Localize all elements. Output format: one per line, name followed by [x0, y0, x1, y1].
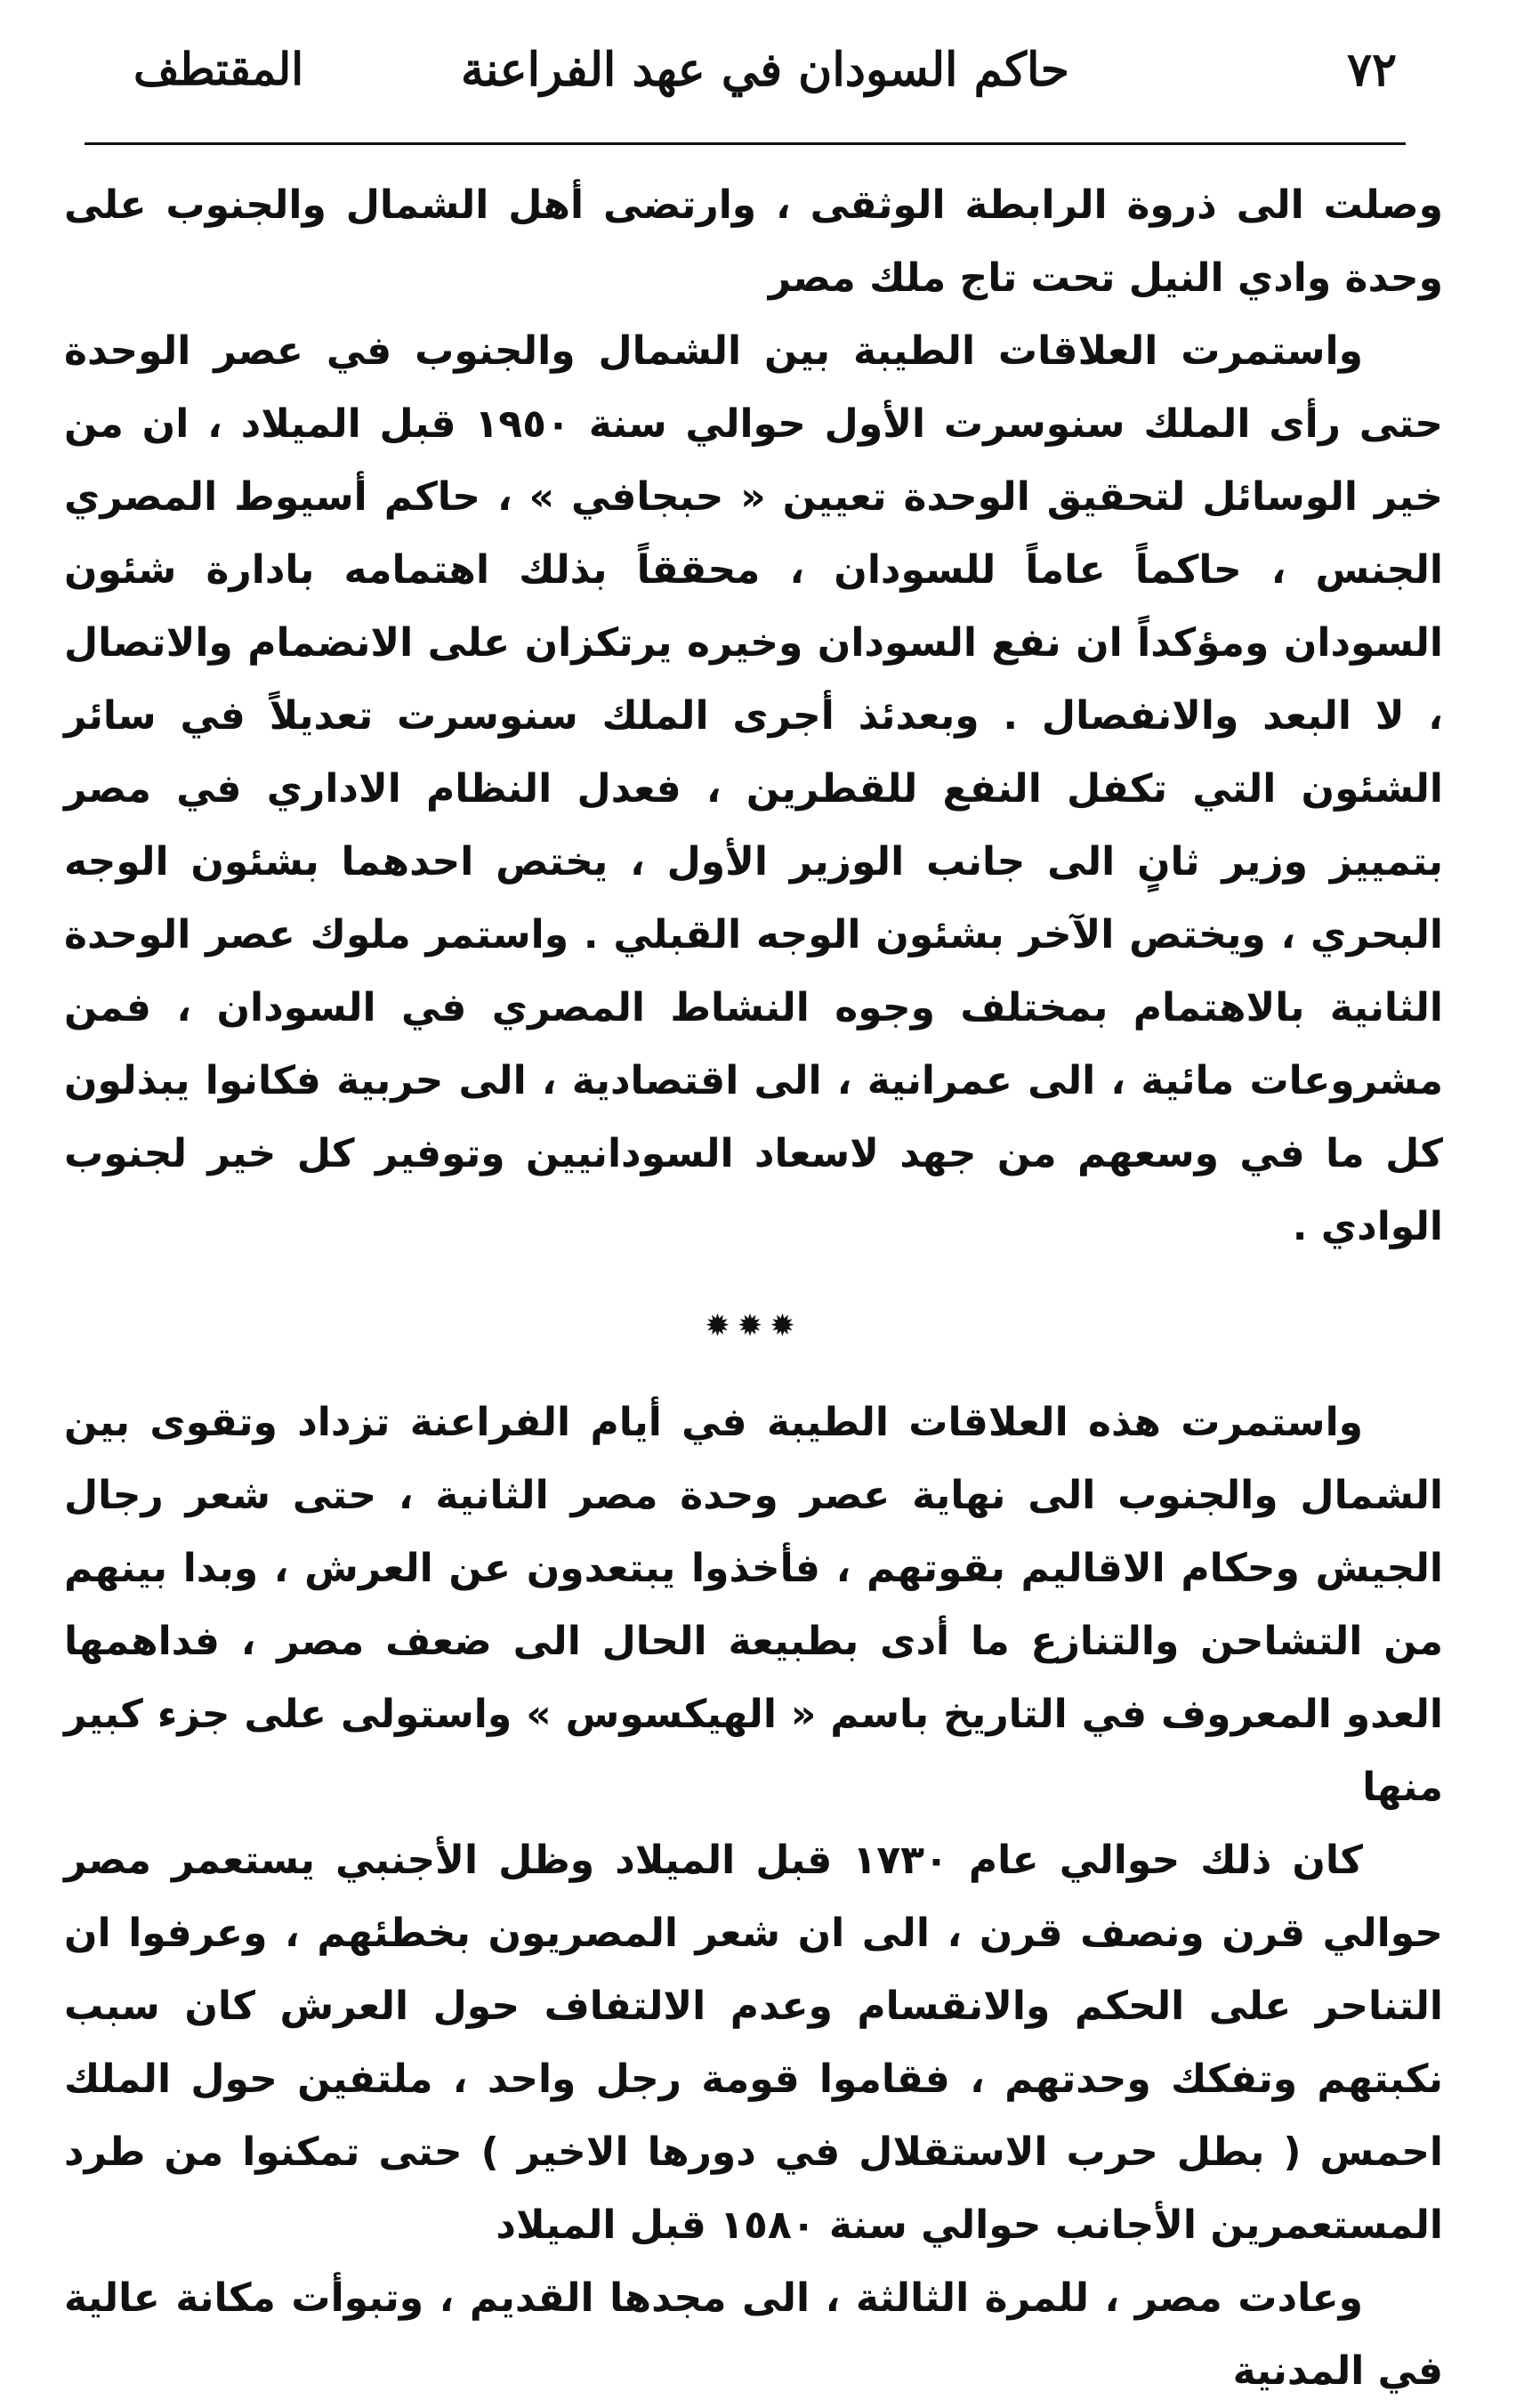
- page-number: ٧٢: [1347, 43, 1397, 97]
- journal-name: المقتطف: [133, 43, 304, 95]
- running-header: [133, 43, 1397, 123]
- article-body: [64, 169, 1443, 2408]
- paragraph: واستمرت هذه العلاقات الطيبة في أيام الفراعنة تزداد وتقوى بين الشمال والجنوب الى نهاية عصر وحدة مصر الثانية ، حتى شعر رجال الجيش وحكام الاقاليم بقوتهم ، فأخذوا يبتعدون عن العرش ، وبدا بينهم من التشاحن والتنازع ما أدى بطبيعة الحال الى ضعف مصر ، فداهمها العدو المعروف في التاريخ باسم « الهيكسوس » واستولى على جزء كبير منها: [64, 1400, 1443, 1810]
- header-rule: [85, 142, 1406, 145]
- paragraph: وعادت مصر ، للمرة الثالثة ، الى مجدها القديم ، وتبوأت مكانة عالية في المدنية: [64, 2275, 1443, 2394]
- section-separator: ✹✹✹: [705, 1308, 802, 1344]
- running-title: حاكم السودان في عهد الفراعنة: [461, 43, 1069, 97]
- paragraph: وصلت الى ذروة الرابطة الوثقى ، وارتضى أهل الشمال والجنوب على وحدة وادي النيل تحت تاج ملك مصر: [64, 182, 1443, 301]
- paragraph: كان ذلك حوالي عام ١٧٣٠ قبل الميلاد وظل الأجنبي يستعمر مصر حوالي قرن ونصف قرن ، الى ان شعر المصريون بخطئهم ، وعرفوا ان التناحر على الحكم والانقسام وعدم الالتفاف حول العرش كان سبب نكبتهم وتفكك وحدتهم ، فقاموا قومة رجل واحد ، ملتفين حول الملك احمس ( بطل حرب الاستقلال في دورها الاخير ) حتى تمكنوا من طرد المستعمرين الأجانب حوالي سنة ١٥٨٠ قبل الميلاد: [64, 1838, 1443, 2248]
- paragraph: واستمرت العلاقات الطيبة بين الشمال والجنوب في عصر الوحدة حتى رأى الملك سنوسرت الأول حوالي سنة ١٩٥٠ قبل الميلاد ، ان من خير الوسائل لتحقيق الوحدة تعيين « حبجافي » ، حاكم أسيوط المصري الجنس ، حاكماً عاماً للسودان ، محققاً بذلك اهتمامه بادارة شئون السودان ومؤكداً ان نفع السودان وخيره يرتكزان على الانضمام والاتصال ، لا البعد والانفصال . وبعدئذ أجرى الملك سنوسرت تعديلاً في سائر الشئون التي تكفل النفع للقطرين ، فعدل النظام الاداري في مصر بتمييز وزير ثانٍ الى جانب الوزير الأول ، يختص احدهما بشئون الوجه البحري ، ويختص الآخر بشئون الوجه القبلي . واستمر ملوك عصر الوحدة الثانية بالاهتمام بمختلف وجوه النشاط المصري في السودان ، فمن مشروعات مائية ، الى عمرانية ، الى اقتصادية ، الى حربية فكانوا يبذلون كل ما في وسعهم من جهد لاسعاد السودانيين وتوفير كل خير لجنوب الوادي .: [64, 328, 1443, 1249]
